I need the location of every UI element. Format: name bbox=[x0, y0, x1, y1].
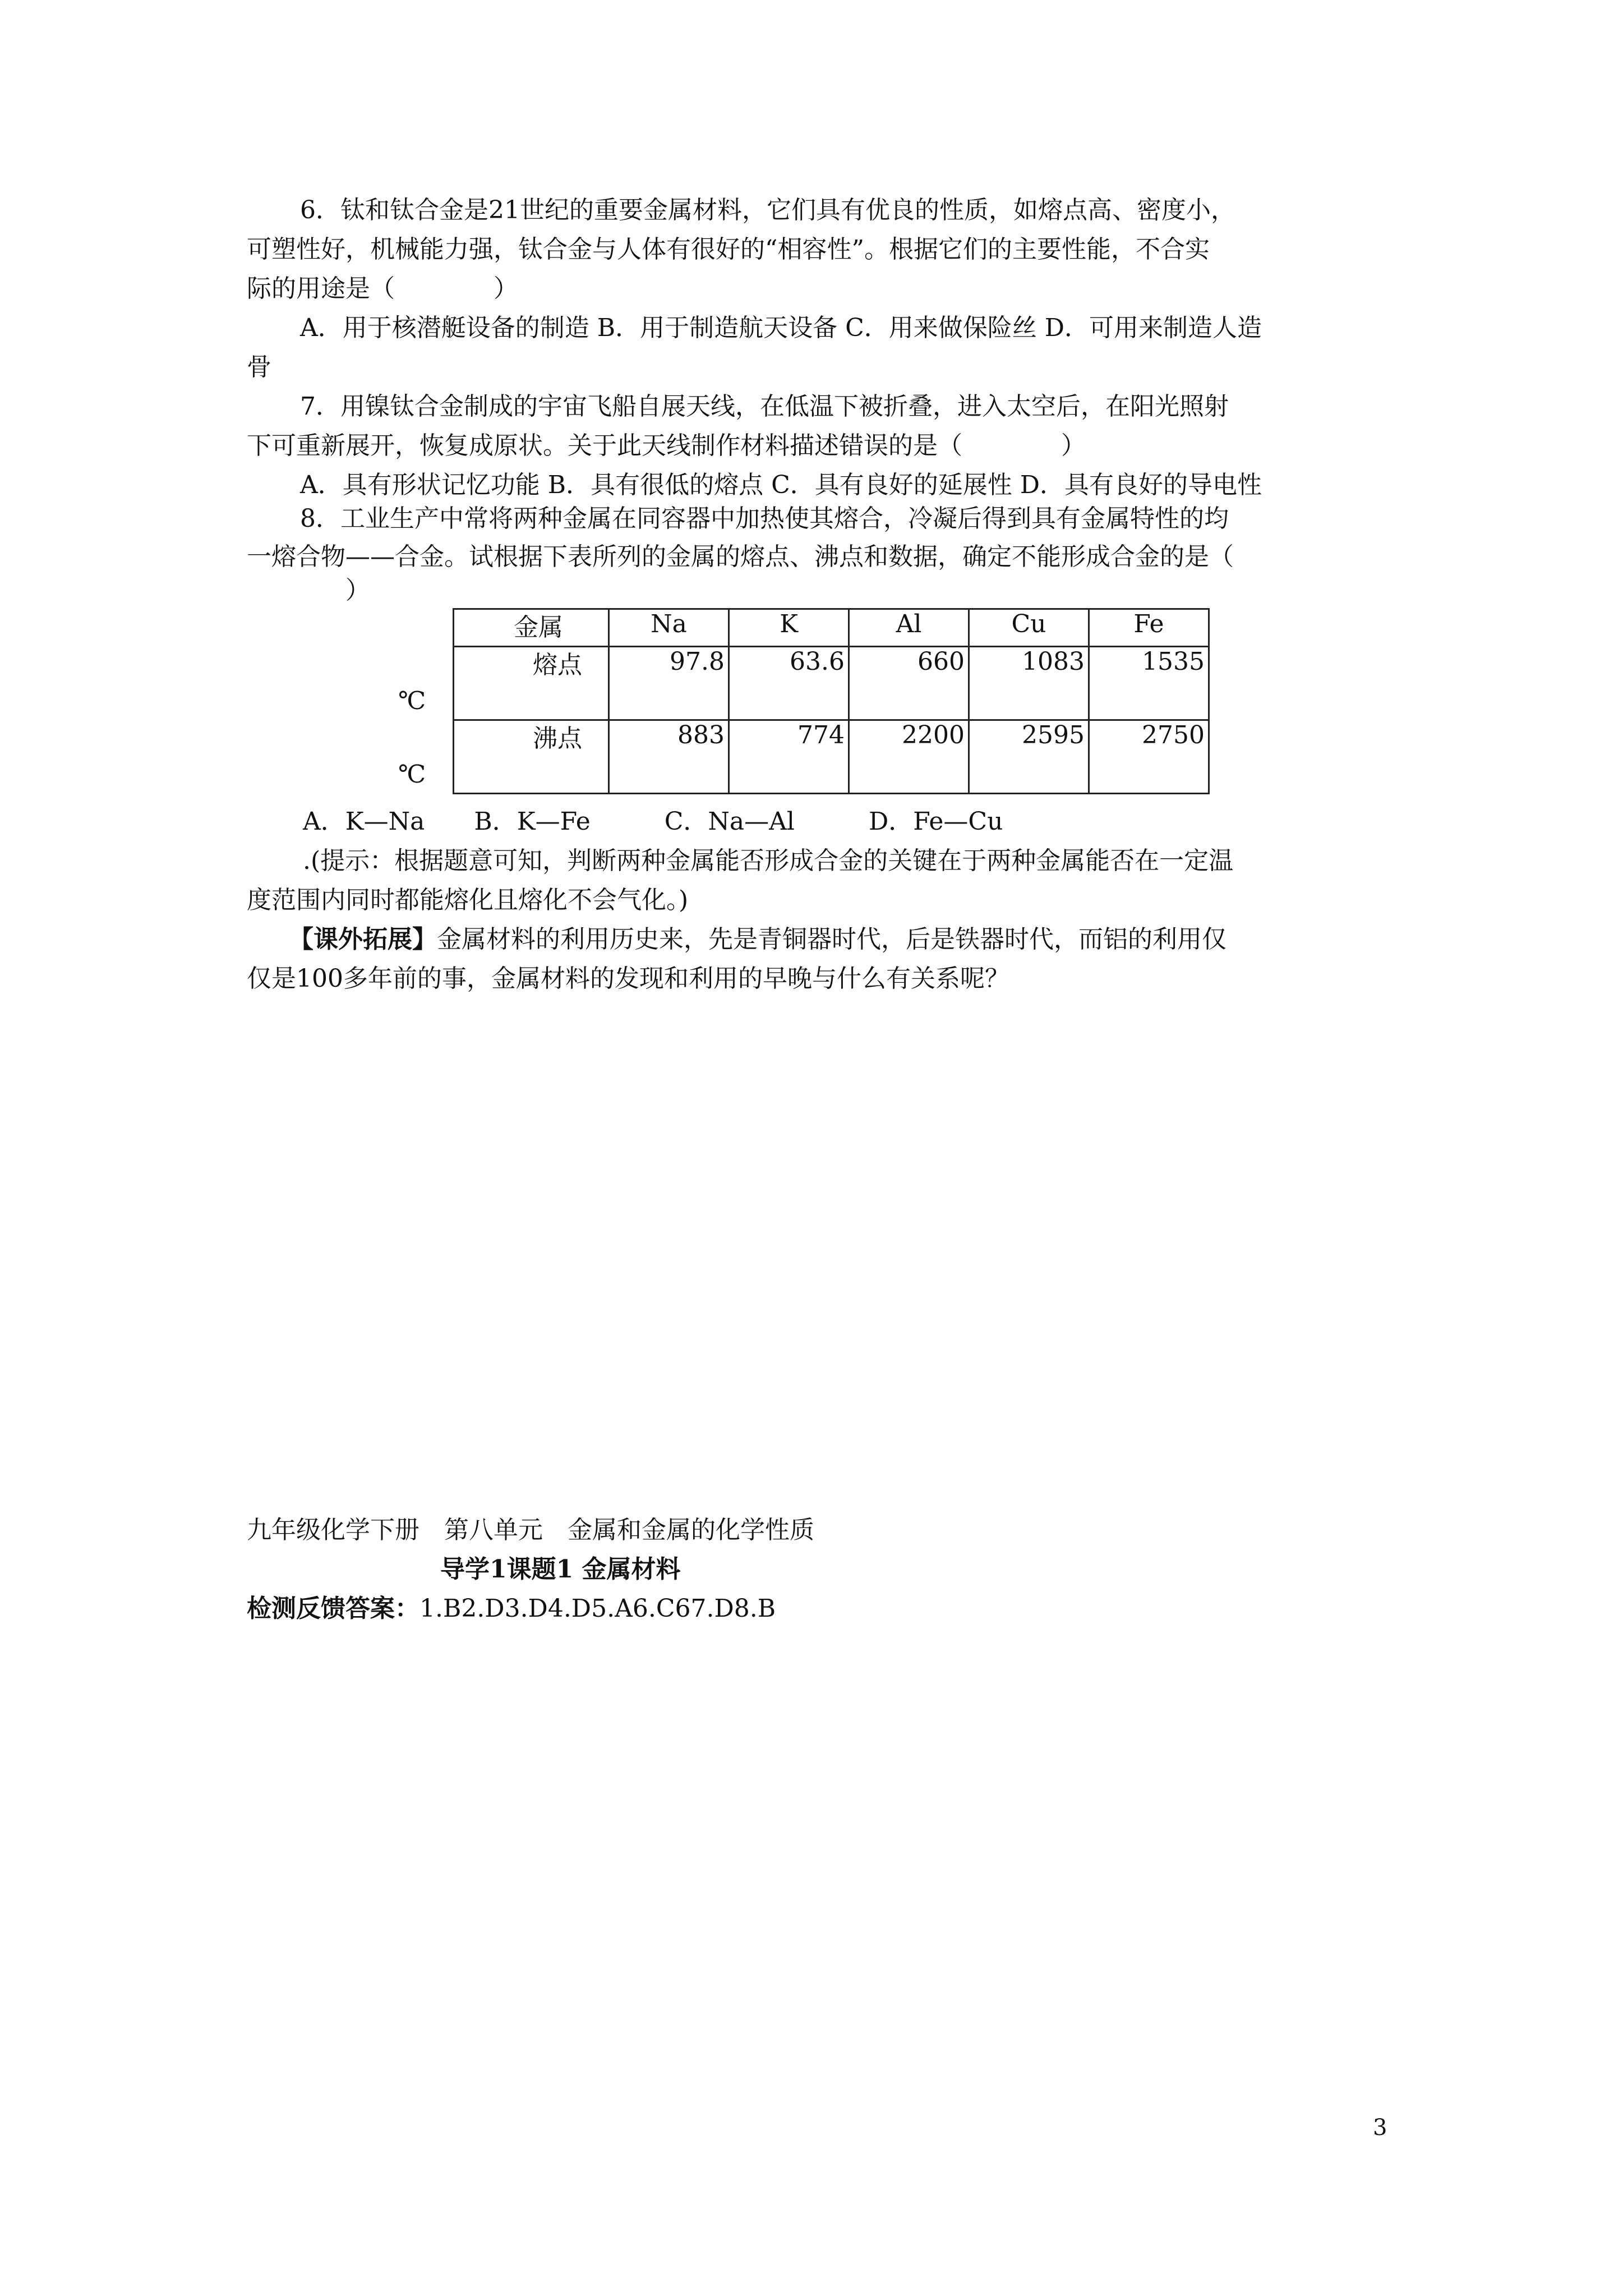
extension-label: 【课外拓展】 bbox=[289, 925, 437, 954]
table-cell: 660 bbox=[849, 647, 969, 720]
lesson-title: 导学1课题1 金属材料 bbox=[440, 1555, 681, 1584]
q8-line-1: 8．工业生产中常将两种金属在同容器中加热使其熔合，冷凝后得到具有金属特性的均 bbox=[300, 504, 1229, 533]
metal-properties-table bbox=[398, 608, 1210, 794]
row-label-text: 熔点 bbox=[533, 651, 582, 679]
extension-line-1 bbox=[289, 920, 1227, 959]
table-row bbox=[454, 647, 1209, 720]
q6-options-line-2: 骨 bbox=[247, 353, 271, 381]
table-cell: 2750 bbox=[1089, 720, 1209, 794]
table-cell: 774 bbox=[729, 720, 849, 794]
table-header-cell: Cu bbox=[969, 609, 1089, 647]
answers-label: 检测反馈答案： bbox=[247, 1594, 419, 1623]
q6-line-1: 6．钛和钛合金是21世纪的重要金属材料，它们具有优良的性质，如熔点高、密度小， bbox=[300, 196, 1235, 224]
table-cell: 2200 bbox=[849, 720, 969, 794]
q8-line-2: 一熔合物——合金。试根据下表所列的金属的熔点、沸点和数据，确定不能形成合金的是（ bbox=[247, 542, 1234, 571]
table-row bbox=[454, 720, 1209, 794]
page-number: 3 bbox=[1373, 2115, 1387, 2141]
table-cell: 1535 bbox=[1089, 647, 1209, 720]
table-header-cell: K bbox=[729, 609, 849, 647]
table-row-label bbox=[398, 647, 609, 720]
row-label-text: 沸点 bbox=[533, 724, 582, 753]
table-cell: 97.8 bbox=[609, 647, 729, 720]
q8-hint-line-1: .(提示：根据题意可知，判断两种金属能否形成合金的关键在于两种金属能否在一定温 bbox=[303, 846, 1234, 875]
table-header-row bbox=[454, 609, 1209, 647]
table-header-label: 金属 bbox=[454, 609, 609, 647]
answers-value: 1.B2.D3.D4.D5.A6.C67.D8.B bbox=[419, 1594, 776, 1623]
table-header-cell: Na bbox=[609, 609, 729, 647]
q8-line-3: ） bbox=[247, 576, 370, 605]
q7-line-2: 下可重新展开，恢复成原状。关于此天线制作材料描述错误的是（ ） bbox=[247, 431, 1086, 460]
course-title: 九年级化学下册 第八单元 金属和金属的化学性质 bbox=[247, 1516, 814, 1544]
row-label-unit: ℃ bbox=[398, 760, 426, 789]
q6-line-2: 可塑性好，机械能力强，钛合金与人体有很好的“相容性”。根据它们的主要性能，不合实 bbox=[247, 235, 1210, 264]
q7-line-1: 7．用镍钛合金制成的宇宙飞船自展天线，在低温下被折叠，进入太空后，在阳光照射 bbox=[300, 392, 1229, 421]
answers-line bbox=[247, 1589, 776, 1628]
row-label-unit: ℃ bbox=[398, 687, 426, 715]
q6-line-3: 际的用途是（ ） bbox=[247, 274, 518, 303]
table-cell: 1083 bbox=[969, 647, 1089, 720]
table-header-cell: Al bbox=[849, 609, 969, 647]
table-cell: 63.6 bbox=[729, 647, 849, 720]
table-row-label bbox=[398, 720, 609, 794]
q8-options: A．K—Na B．K—Fe C．Na—Al D．Fe—Cu bbox=[303, 807, 1003, 836]
q8-hint-line-2: 度范围内同时都能熔化且熔化不会气化。) bbox=[247, 886, 689, 914]
q7-options: A．具有形状记忆功能 B．具有很低的熔点 C．具有良好的延展性 D．具有良好的导电性 bbox=[300, 471, 1262, 499]
table-header-cell: Fe bbox=[1089, 609, 1209, 647]
table-cell: 883 bbox=[609, 720, 729, 794]
table-cell: 2595 bbox=[969, 720, 1089, 794]
q6-options-line-1: A．用于核潜艇设备的制造 B．用于制造航天设备 C．用来做保险丝 D．可用来制造人造 bbox=[300, 314, 1262, 342]
extension-line-2: 仅是100多年前的事，金属材料的发现和利用的早晚与什么有关系呢？ bbox=[247, 964, 1009, 993]
extension-text-1: 金属材料的利用历史来，先是青铜器时代，后是铁器时代，而铝的利用仅 bbox=[437, 925, 1227, 954]
